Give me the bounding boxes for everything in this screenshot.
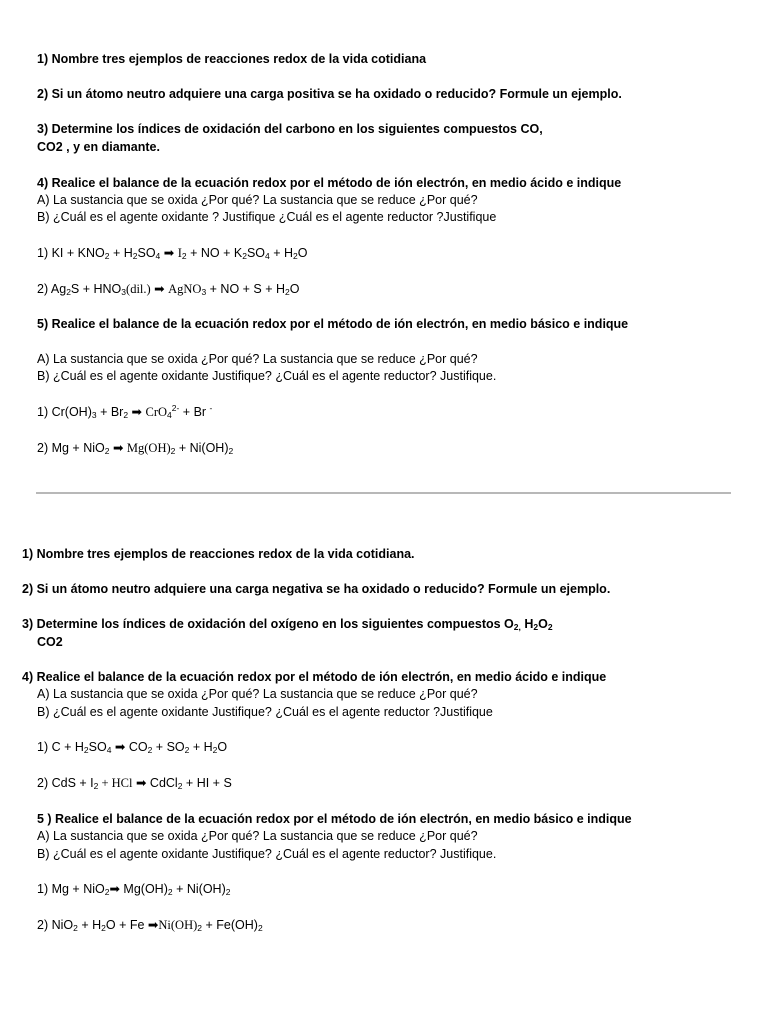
s1-question-5-b: B) ¿Cuál es el agente oxidante Justifique? ¿Cuál es el agente reductor? Justifique.	[37, 369, 497, 383]
s1-q5-equation-1: 1) $Cr(OH)_3 + Br_2$ ➡ CrO$_4^{2-}$ + Br -	[37, 403, 213, 420]
s1-question-4-a: A) La sustancia que se oxida ¿Por qué? La sustancia que se reduce ¿Por qué?	[37, 193, 478, 207]
s1-question-1: 1) Nombre tres ejemplos de reacciones redox de la vida cotidiana	[37, 52, 427, 66]
section-divider	[36, 492, 731, 494]
s2-question-4-title: 4) Realice el balance de la ecuación redox por el método de ión electrón, en medio ácido e indique	[22, 670, 607, 684]
s2-question-3-line2: CO2	[37, 635, 63, 649]
s2-question-2: 2) Si un átomo neutro adquiere una carga negativa se ha oxidado o reducido? Formule un ejemplo.	[22, 582, 611, 596]
s2-question-4-a: A) La sustancia que se oxida ¿Por qué? La sustancia que se reduce ¿Por qué?	[37, 687, 478, 701]
arrow-icon: ➡	[109, 882, 124, 896]
s2-question-5-b: B) ¿Cuál es el agente oxidante Justifique? ¿Cuál es el agente reductor? Justifique.	[37, 847, 497, 861]
s2-question-5-a: A) La sustancia que se oxida ¿Por qué? La sustancia que se reduce ¿Por qué?	[37, 829, 478, 843]
arrow-icon: ➡	[132, 776, 150, 790]
s2-q5-equation-1: 1) Mg + NiO$_2$➡ $Mg(OH)_2 + Ni(OH)_2$	[37, 882, 231, 897]
s2-q4-equation-1: 1) $C + H_2SO_4$ ➡ $CO_2 + SO_2 + H_2O$	[37, 740, 228, 755]
s1-question-4-b: B) ¿Cuál es el agente oxidante ? Justifique ¿Cuál es el agente reductor ?Justifique	[37, 210, 497, 224]
s2-q5-equation-2: 2) $NiO_2 + H_2O + Fe$ $➡Ni(OH)_2 + Fe(OH)_2$	[37, 918, 263, 933]
s1-q4-equation-2: 2) $Ag_2S + HNO_3(dil.)$ ➡ AgNO$_3$ + NO + $S + H_2O$	[37, 282, 300, 297]
s1-q4-equation-1: 1) KI + $KNO_2 + H_2SO_4$ ➡ $I_2$ + NO + $K_2SO_4 + H_2O$	[37, 246, 308, 261]
s2-question-1: 1) Nombre tres ejemplos de reacciones redox de la vida cotidiana.	[22, 547, 415, 561]
s2-q4-equation-2: 2) CdS + $I_2$ + HCl ➡ CdCl$_2$ + HI + S	[37, 776, 232, 791]
arrow-icon: ➡	[128, 405, 146, 419]
arrow-icon: ➡	[144, 918, 159, 932]
s1-question-5-a: A) La sustancia que se oxida ¿Por qué? La sustancia que se reduce ¿Por qué?	[37, 352, 478, 366]
s2-question-5-title: 5 ) Realice el balance de la ecuación redox por el método de ión electrón, en medio básico e indique	[37, 812, 632, 826]
s1-question-4-title: 4) Realice el balance de la ecuación redox por el método de ión electrón, en medio ácido e indique	[37, 176, 622, 190]
s2-question-3-line1: 3) Determine los índices de oxidación del oxígeno en los siguientes compuestos $O_{2,}$ $H_2O_2$	[22, 617, 553, 632]
s1-question-3-line2: CO2 , y en diamante.	[37, 140, 160, 154]
s1-question-2: 2) Si un átomo neutro adquiere una carga positiva se ha oxidado o reducido? Formule un ejemplo.	[37, 87, 622, 101]
s1-question-3-line1: 3) Determine los índices de oxidación del carbono en los siguientes compuestos CO,	[37, 122, 543, 136]
s2-question-4-b: B) ¿Cuál es el agente oxidante Justifique? ¿Cuál es el agente reductor ?Justifique	[37, 705, 493, 719]
s1-question-5-title: 5) Realice el balance de la ecuación redox por el método de ión electrón, en medio básico e indique	[37, 317, 629, 331]
arrow-icon: ➡	[111, 740, 129, 754]
arrow-icon: ➡	[109, 441, 127, 455]
arrow-icon: ➡	[150, 282, 169, 296]
s1-q5-equation-2: 2) Mg + NiO$_2$ ➡ $Mg(OH)_2 + Ni(OH)_2$	[37, 441, 234, 456]
arrow-icon: ➡	[160, 246, 178, 260]
